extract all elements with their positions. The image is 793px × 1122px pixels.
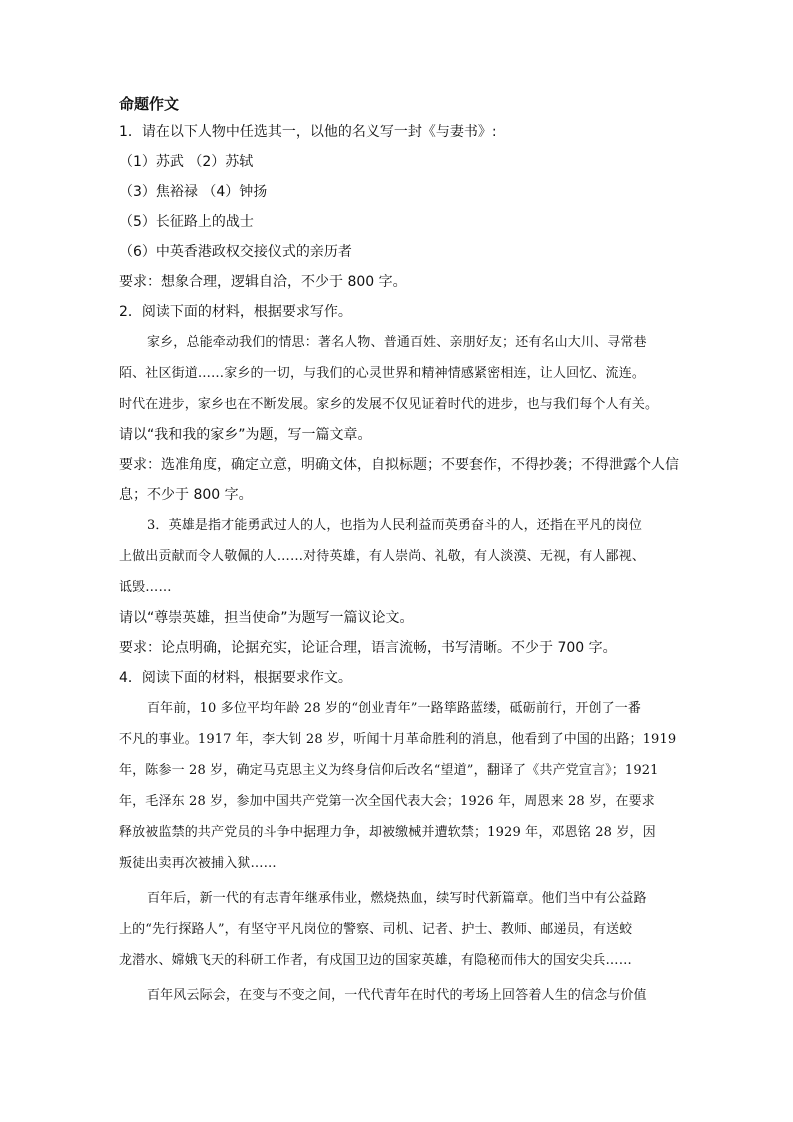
q2-requirement-line: 息；不少于 800 字。	[119, 487, 253, 503]
q1-option-3: （3）焦裕禄	[119, 184, 198, 200]
section-heading: 命题作文	[119, 95, 180, 113]
q1-options-row-2	[119, 177, 679, 207]
q1-prompt: 1．请在以下人物中任选其一，以他的名义写一封《与妻书》:	[119, 124, 497, 140]
q3-material-line: 上做出贡献而令人敬佩的人……对待英雄，有人崇尚、礼敬，有人淡漠、无视，有人鄙视、	[119, 549, 646, 564]
q2-material-line: 时代在进步，家乡也在不断发展。家乡的发展不仅见证着时代的进步，也与我们每个人有关。	[119, 397, 659, 412]
q4-para1-line: 年，毛泽东 28 岁，参加中国共产党第一次全国代表大会；1926 年，周恩来 28 岁，在要求	[119, 794, 655, 809]
q4-para1-line: 年，陈参一 28 岁，确定马克思主义为终身信仰后改名“望道”，翻译了《共产党宣言》；1921	[119, 763, 659, 778]
q4-prompt: 4．阅读下面的材料，根据要求作文。	[119, 670, 352, 686]
q3-material-line: 诋毁……	[119, 580, 172, 595]
q3-instruction: 请以“尊崇英雄，担当使命”为题写一篇议论文。	[119, 610, 414, 626]
q1-option-2: （2）苏轼	[188, 154, 254, 170]
q4-para2-line: 百年后，新一代的有志青年继承伟业，燃烧热血，续写时代新篇章。他们当中有公益路	[147, 891, 647, 906]
q4-para1-line: 百年前，10 多位平均年龄 28 岁的“创业青年”一路筚路蓝缕，砥砺前行，开创了一番	[147, 701, 642, 716]
document-body	[119, 93, 679, 1011]
q1-option-5: （5）长征路上的战士	[119, 214, 254, 230]
q4-para1-line: 释放被监禁的共产党员的斗争中据理力争，却被缴械并遭软禁；1929 年，邓恩铭 28 岁，因	[119, 825, 656, 840]
q2-requirement-line: 要求：选准角度，确定立意，明确文体，自拟标题；不要套作，不得抄袭；不得泄露个人信	[119, 457, 679, 473]
q2-material-line: 家乡，总能牵动我们的情思：著名人物、普通百姓、亲朋好友；还有名山大川、寻常巷	[147, 335, 647, 350]
q1-requirement: 要求：想象合理，逻辑自洽，不少于 800 字。	[119, 274, 407, 290]
q2-instruction: 请以“我和我的家乡”为题，写一篇文章。	[119, 427, 372, 443]
q3-material-line: 3．英雄是指才能勇武过人的人，也指为人民利益而英勇奋斗的人，还指在平凡的岗位	[147, 518, 642, 533]
q1-options-row-1	[119, 147, 679, 177]
q1-option-4: （4）钟扬	[202, 184, 268, 200]
q4-para2-line: 上的“先行探路人”，有坚守平凡岗位的警察、司机、记者、护士、教师、邮递员，有送蛟	[119, 922, 633, 937]
q4-para3-line: 百年风云际会，在变与不变之间，一代代青年在时代的考场上回答着人生的信念与价值	[147, 988, 647, 1003]
q1-option-1: （1）苏武	[119, 154, 184, 170]
q2-material-line: 陌、社区街道……家乡的一切，与我们的心灵世界和精神情感紧密相连，让人回忆、流连。	[119, 366, 646, 381]
q1-option-6: （6）中英香港政权交接仪式的亲历者	[119, 244, 352, 260]
q3-requirement: 要求：论点明确，论据充实，论证合理，语言流畅，书写清晰。不少于 700 字。	[119, 640, 617, 656]
q2-prompt: 2．阅读下面的材料，根据要求写作。	[119, 304, 352, 320]
q4-para1-line: 不凡的事业。1917 年，李大钊 28 岁，听闻十月革命胜利的消息，他看到了中国的出路；1919	[119, 732, 677, 747]
q4-para1-line: 叛徒出卖再次被捕入狱……	[119, 856, 277, 871]
q4-para2-line: 龙潜水、嫦娥飞天的科研工作者，有戍国卫边的国家英雄，有隐秘而伟大的国安尖兵……	[119, 953, 632, 968]
